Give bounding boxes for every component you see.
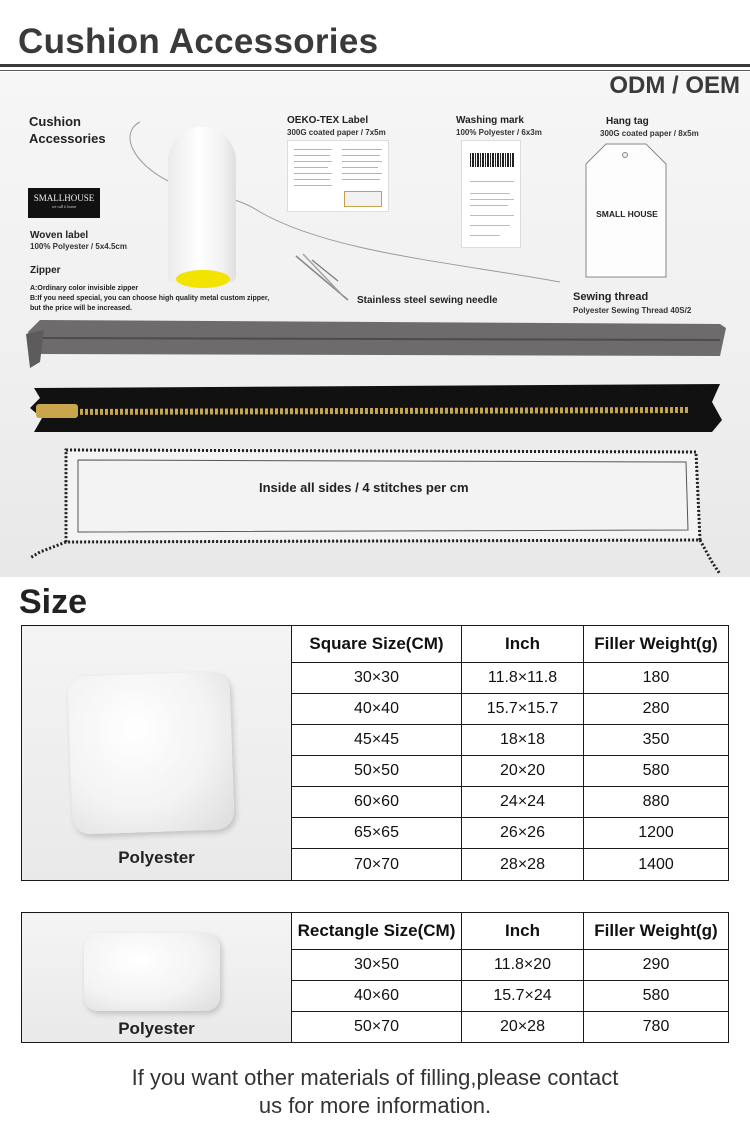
square-pillow-material: Polyester [118, 848, 195, 867]
table-cell: 65×65 [292, 818, 462, 849]
footer-contact-line-1: If you want other materials of filling,please contact [131, 1065, 619, 1090]
table-cell: 580 [584, 981, 729, 1012]
hang-tag-hole [622, 152, 628, 158]
odm-oem-label: ODM / OEM [609, 72, 740, 99]
needle-2 [303, 254, 343, 296]
header-divider-thin [0, 70, 750, 71]
washing-mark-spec: 100% Polyester / 6x3m [456, 128, 542, 137]
footer-contact-line-2: us for more information. [258, 1093, 492, 1118]
table-cell: 15.7×15.7 [462, 694, 584, 725]
table-cell: 290 [584, 950, 729, 981]
square-pillow-image [22, 626, 292, 881]
thread-spool [168, 127, 236, 282]
table-cell: 280 [584, 694, 729, 725]
table-cell: 40×60 [292, 981, 462, 1012]
rectangle-pillow-material: Polyester [118, 1019, 195, 1038]
zipper-option-b: B:If you need special, you can choose high quality metal custom zipper, [30, 295, 270, 302]
table-cell: 30×50 [292, 950, 462, 981]
table-header-cell: Filler Weight(g) [584, 913, 729, 950]
rectangle-size-table [21, 912, 729, 1043]
table-cell: 45×45 [292, 725, 462, 756]
sewing-thread-spec: Polyester Sewing Thread 40S/2 [573, 306, 692, 315]
oeko-tex-spec: 300G coated paper / 7x5m [287, 128, 386, 137]
table-cell: 780 [584, 1012, 729, 1043]
accessories-photo [0, 72, 750, 577]
zipper-title: Zipper [30, 265, 61, 276]
table-cell: 50×70 [292, 1012, 462, 1043]
header-divider [0, 64, 750, 67]
oeko-tex-badge [344, 191, 382, 207]
table-cell: 1200 [584, 818, 729, 849]
table-header-cell: Rectangle Size(CM) [292, 913, 462, 950]
table-cell: 580 [584, 756, 729, 787]
page-title: Cushion Accessories [18, 22, 379, 61]
sewing-thread-title: Sewing thread [573, 291, 649, 303]
square-pillow-photo [67, 671, 234, 835]
table-cell: 70×70 [292, 849, 462, 881]
washing-mark-title: Washing mark [456, 115, 524, 126]
table-cell: 26×26 [462, 818, 584, 849]
hang-tag-spec: 300G coated paper / 8x5m [600, 129, 699, 138]
stitch-spec-label: Inside all sides / 4 stitches per cm [259, 480, 469, 495]
table-header-cell: Filler Weight(g) [584, 626, 729, 663]
woven-tag-tagline: we call it home [51, 204, 77, 209]
table-cell: 30×30 [292, 663, 462, 694]
table-header-row [22, 626, 729, 663]
table-cell: 11.8×20 [462, 950, 584, 981]
table-cell: 880 [584, 787, 729, 818]
barcode-icon [470, 153, 514, 167]
fabric-panel [66, 450, 700, 542]
gray-zipper-pull [26, 330, 44, 368]
table-cell: 20×20 [462, 756, 584, 787]
hang-tag-title: Hang tag [606, 116, 649, 127]
woven-tag-brand: SMALLHOUSE [33, 193, 95, 203]
table-cell: 20×28 [462, 1012, 584, 1043]
table-cell: 180 [584, 663, 729, 694]
zipper-option-b-note: but the price will be increased. [30, 305, 132, 312]
woven-label-spec: 100% Polyester / 5x4.5cm [30, 242, 127, 251]
oeko-tex-label-sample [287, 140, 389, 212]
rectangle-pillow-image [22, 913, 292, 1043]
zipper-option-a: A:Ordinary color invisible zipper [30, 285, 139, 292]
thread-spool-base [176, 270, 230, 288]
table-cell: 15.7×24 [462, 981, 584, 1012]
table-cell: 350 [584, 725, 729, 756]
stitch-tail-right [700, 540, 720, 574]
table-cell: 28×28 [462, 849, 584, 881]
oeko-tex-title: OEKO-TEX Label [287, 115, 369, 126]
table-cell: 60×60 [292, 787, 462, 818]
table-cell: 50×50 [292, 756, 462, 787]
needle-label: Stainless steel sewing needle [357, 295, 498, 306]
table-header-row [22, 913, 729, 950]
table-cell: 40×40 [292, 694, 462, 725]
hang-tag-brand: SMALL HOUSE [596, 209, 658, 219]
woven-label-title: Woven label [30, 230, 89, 241]
square-size-table [21, 625, 729, 881]
table-cell: 1400 [584, 849, 729, 881]
table-cell: 11.8×11.8 [462, 663, 584, 694]
woven-label-sample [28, 188, 100, 218]
stitch-tail-left [30, 542, 66, 558]
table-cell: 18×18 [462, 725, 584, 756]
table-header-cell: Square Size(CM) [292, 626, 462, 663]
rectangle-pillow-photo [84, 933, 220, 1011]
cushion-accessories-label: Cushion Accessories [29, 114, 106, 146]
table-header-cell: Inch [462, 913, 584, 950]
size-section-title: Size [19, 583, 88, 621]
washing-mark-sample [461, 140, 521, 248]
table-cell: 24×24 [462, 787, 584, 818]
metal-zipper-slider [36, 404, 78, 418]
table-header-cell: Inch [462, 626, 584, 663]
